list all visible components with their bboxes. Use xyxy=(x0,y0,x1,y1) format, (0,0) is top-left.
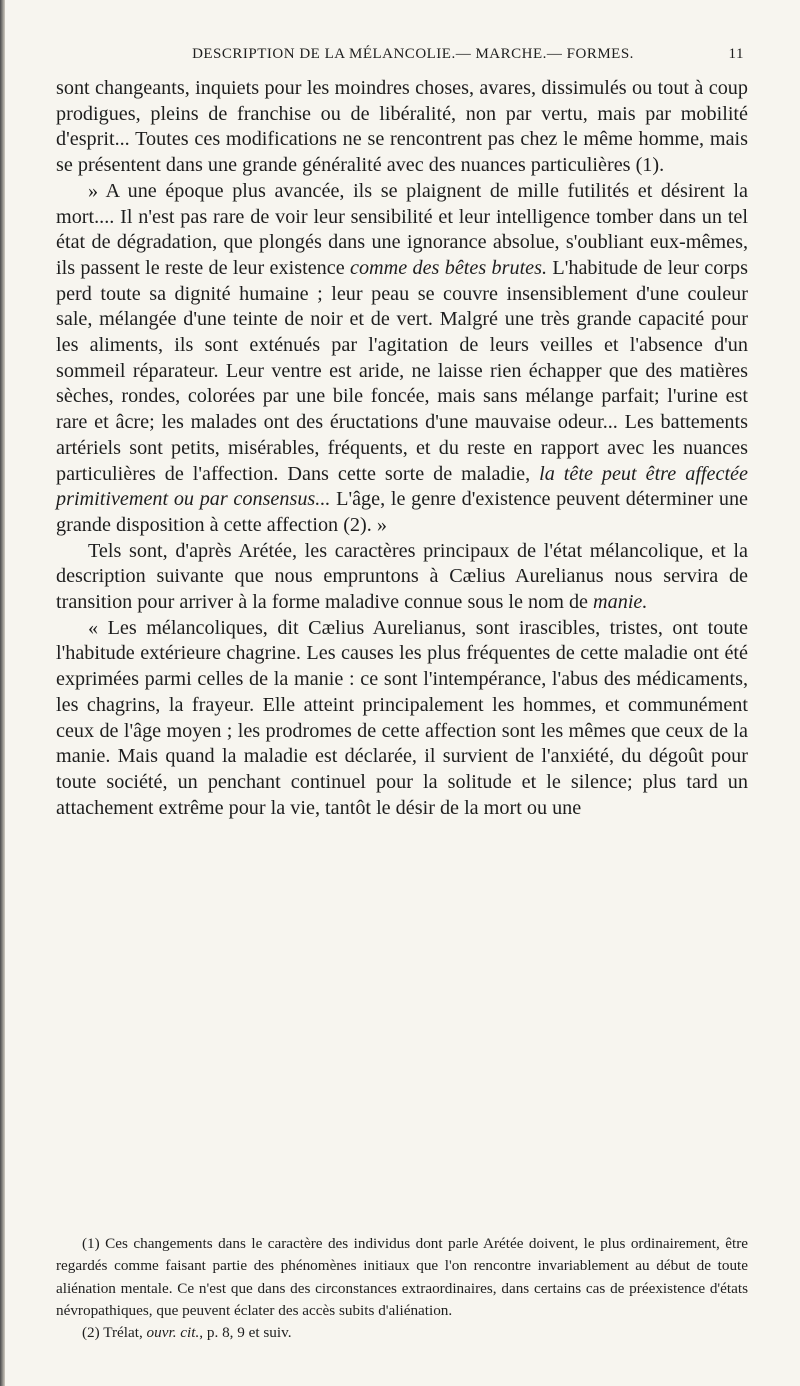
page-binding-edge xyxy=(0,0,5,1386)
paragraph-2-emphasis-1: comme des bêtes brutes. xyxy=(350,256,548,279)
footnote-2-text-b: , p. 8, 9 et suiv. xyxy=(199,1324,292,1342)
footnote-1: (1) Ces changements dans le caractère des individus dont parle Arétée doivent, le plus ordinairement, être regardés comme faisant partie des phénomènes initiaux que l'on rencontre invariablement au début de toute aliénation mentale. Ce n'est que dans des circonstances extraordinaires, dans certains cas de préexistence d'états névropathiques, que peuvent éclater des accès subits d'aliénation. xyxy=(56,1235,748,1319)
paragraph-2-text-b: L'habitude de leur corps perd toute sa dignité humaine ; leur peau se couvre insensiblement d'une couleur sale, mélangée d'une teinte de noir et de vert. Malgré une très grande capacité pour les aliments, ils sont exténués par l'agitation de leurs veilles et l'absence d'un sommeil réparateur. Leur ventre est aride, ne laisse rien échapper que des matières sèches, rondes, colorées par une bile foncée, mais sans mélange parfait; l'urine est rare et âcre; les malades ont des éructations d'une mauvaise odeur... Les battements artériels sont petits, misérables, fréquents, et du reste en rapport avec les nuances particulières de l'affection. Dans cette sorte de maladie, xyxy=(56,256,749,485)
paragraph-4: « Les mélancoliques, dit Cælius Aurelianus, sont irascibles, tristes, ont toute l'habitude extérieure chagrine. Les causes les plus fréquentes de cette maladie ont été exprimées parmi celles de la manie : ce sont l'intempérance, l'abus des médicaments, les chagrins, la frayeur. Elle atteint principalement les hommes, et communément ceux de l'âge moyen ; les prodromes de cette affection sont les mêmes que ceux de la manie. Mais quand la maladie est déclarée, il survient de l'anxiété, du dégoût pour toute société, un penchant continuel pour la solitude et le silence; plus tard un attachement extrême pour la vie, tantôt le désir de la mort ou une xyxy=(56,616,748,819)
paragraph-3-text: Tels sont, d'après Arétée, les caractères principaux de l'état mélancolique, et la description suivante que nous empruntons à Cælius Aurelianus nous servira de transition pour arriver à la forme maladive connue sous le nom de xyxy=(56,539,748,614)
running-title: DESCRIPTION DE LA MÉLANCOLIE.— MARCHE.— FORMES. xyxy=(192,46,634,62)
paragraph-2-emphasis-2: la tête peut être affectée primitivement ou par consensus... xyxy=(56,462,748,511)
paragraph-1: sont changeants, inquiets pour les moindres choses, avares, dissimulés ou tout à coup prodigues, pleins de franchise ou de libéralité, non par vertu, mais par mobilité d'esprit... Toutes ces modifications ne se rencontrent pas chez le même homme, mais se présentent dans une grande généralité avec des nuances particulières (1). xyxy=(56,77,748,177)
paragraph-3 xyxy=(56,539,748,616)
paragraph-2-text-a: » A une époque plus avancée, ils se plaignent de mille futilités et désirent la mort.... Il n'est pas rare de voir leur sensibilité et leur intelligence tomber dans un tel état de dégradation, que plongés dans une ignorance absolue, s'oubliant eux-mêmes, ils passent le reste de leur existence xyxy=(56,179,748,279)
paragraph-2-text-c: L'âge, le genre d'existence peuvent déterminer une grande disposition à cette affection (2). » xyxy=(56,488,748,536)
footnote-2-text-a: (2) Trélat, xyxy=(82,1324,147,1342)
footnote-2-emphasis: ouvr. cit. xyxy=(146,1324,200,1342)
paragraph-2 xyxy=(56,179,748,539)
body-text xyxy=(56,76,748,821)
page-number: 11 xyxy=(728,46,744,62)
running-header xyxy=(112,46,744,68)
footnote-2 xyxy=(56,1322,748,1344)
footnotes xyxy=(56,1233,748,1344)
paragraph-3-emphasis: manie. xyxy=(593,591,648,614)
